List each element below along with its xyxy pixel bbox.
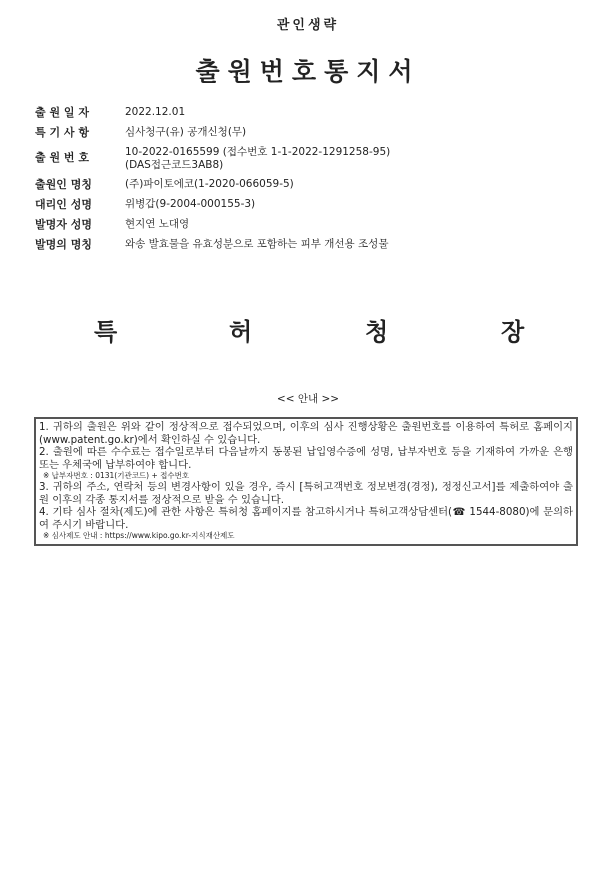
- notice-item-2-note: ※ 납부자번호 : 0131(기관코드) + 접수번호: [43, 471, 190, 480]
- field-value: 심사청구(유) 공개신청(무): [125, 126, 247, 138]
- field-value: (주)파이토에코(1-2020-066059-5): [125, 178, 294, 190]
- commissioner-char: 장: [501, 318, 525, 346]
- notice-item-2: 2. 출원에 따른 수수료는 접수일로부터 다음날까지 동봉된 납입영수증에 성명, 납부자번호 등을 기재하여 가까운 은행 또는 우체국에 납부하여야 합니다.: [39, 446, 573, 471]
- field-inventor-name: [35, 218, 595, 232]
- commissioner-char: 허: [229, 318, 253, 346]
- notice-item-4: 4. 기타 심사 절차(제도)에 관한 사항은 특허청 홈페이지를 참고하시거나 특허고객상담센터(☎ 1544-8080)에 문의하여 주시기 바랍니다.: [39, 506, 573, 531]
- notice-item-3: 3. 귀하의 주소, 연락처 등의 변경사항이 있을 경우, 즉시 [특허고객번호 정보변경(경정), 정정신고서]를 제출하여야 출원 이후의 각종 통지서를 정상적으로 받을 수 있습니다.: [39, 481, 573, 506]
- field-label: 특 기 사 항: [35, 126, 89, 139]
- field-label: 대리인 성명: [35, 198, 92, 211]
- notice-item-4-note: ※ 심사제도 안내 : https://www.kipo.go.kr-지식재산제도: [43, 531, 235, 540]
- notice-heading: << 안내 >>: [276, 393, 340, 405]
- commissioner-char: 특: [94, 318, 118, 346]
- field-filing-date: [35, 106, 595, 120]
- field-label: 발명의 명칭: [35, 238, 92, 251]
- field-value: 현지연 노대영: [125, 218, 190, 230]
- field-value: 2022.12.01: [125, 106, 186, 118]
- notice-item-1: 1. 귀하의 출원은 위와 같이 정상적으로 접수되었으며, 이후의 심사 진행상황은 출원번호를 이용하여 특허로 홈페이지(www.patent.go.kr)에서 확인하실 수 있습니다.: [39, 421, 573, 446]
- seal-omitted-label: 관인생략: [276, 18, 340, 33]
- field-label: 출 원 일 자: [35, 106, 89, 119]
- application-info: [35, 106, 595, 258]
- notice-box: [34, 417, 578, 546]
- field-agent-name: [35, 198, 595, 212]
- field-value: 10-2022-0165599 (접수번호 1-1-2022-1291258-95): [125, 146, 391, 158]
- field-label: 출원인 명칭: [35, 178, 92, 191]
- field-applicant-name: [35, 178, 595, 192]
- field-label: 출 원 번 호: [35, 151, 89, 164]
- field-label: 발명자 성명: [35, 218, 92, 231]
- commissioner-char: 청: [365, 318, 389, 346]
- field-value: 와송 발효물을 유효성분으로 포함하는 피부 개선용 조성물: [125, 238, 389, 250]
- field-invention-title: [35, 238, 595, 252]
- field-special-notes: [35, 126, 595, 140]
- document-title: 출원번호통지서: [195, 57, 421, 86]
- field-value: 위병갑(9-2004-000155-3): [125, 198, 256, 210]
- field-application-number: [35, 146, 595, 172]
- field-value-access-code: (DAS접근코드3AB8): [125, 159, 224, 171]
